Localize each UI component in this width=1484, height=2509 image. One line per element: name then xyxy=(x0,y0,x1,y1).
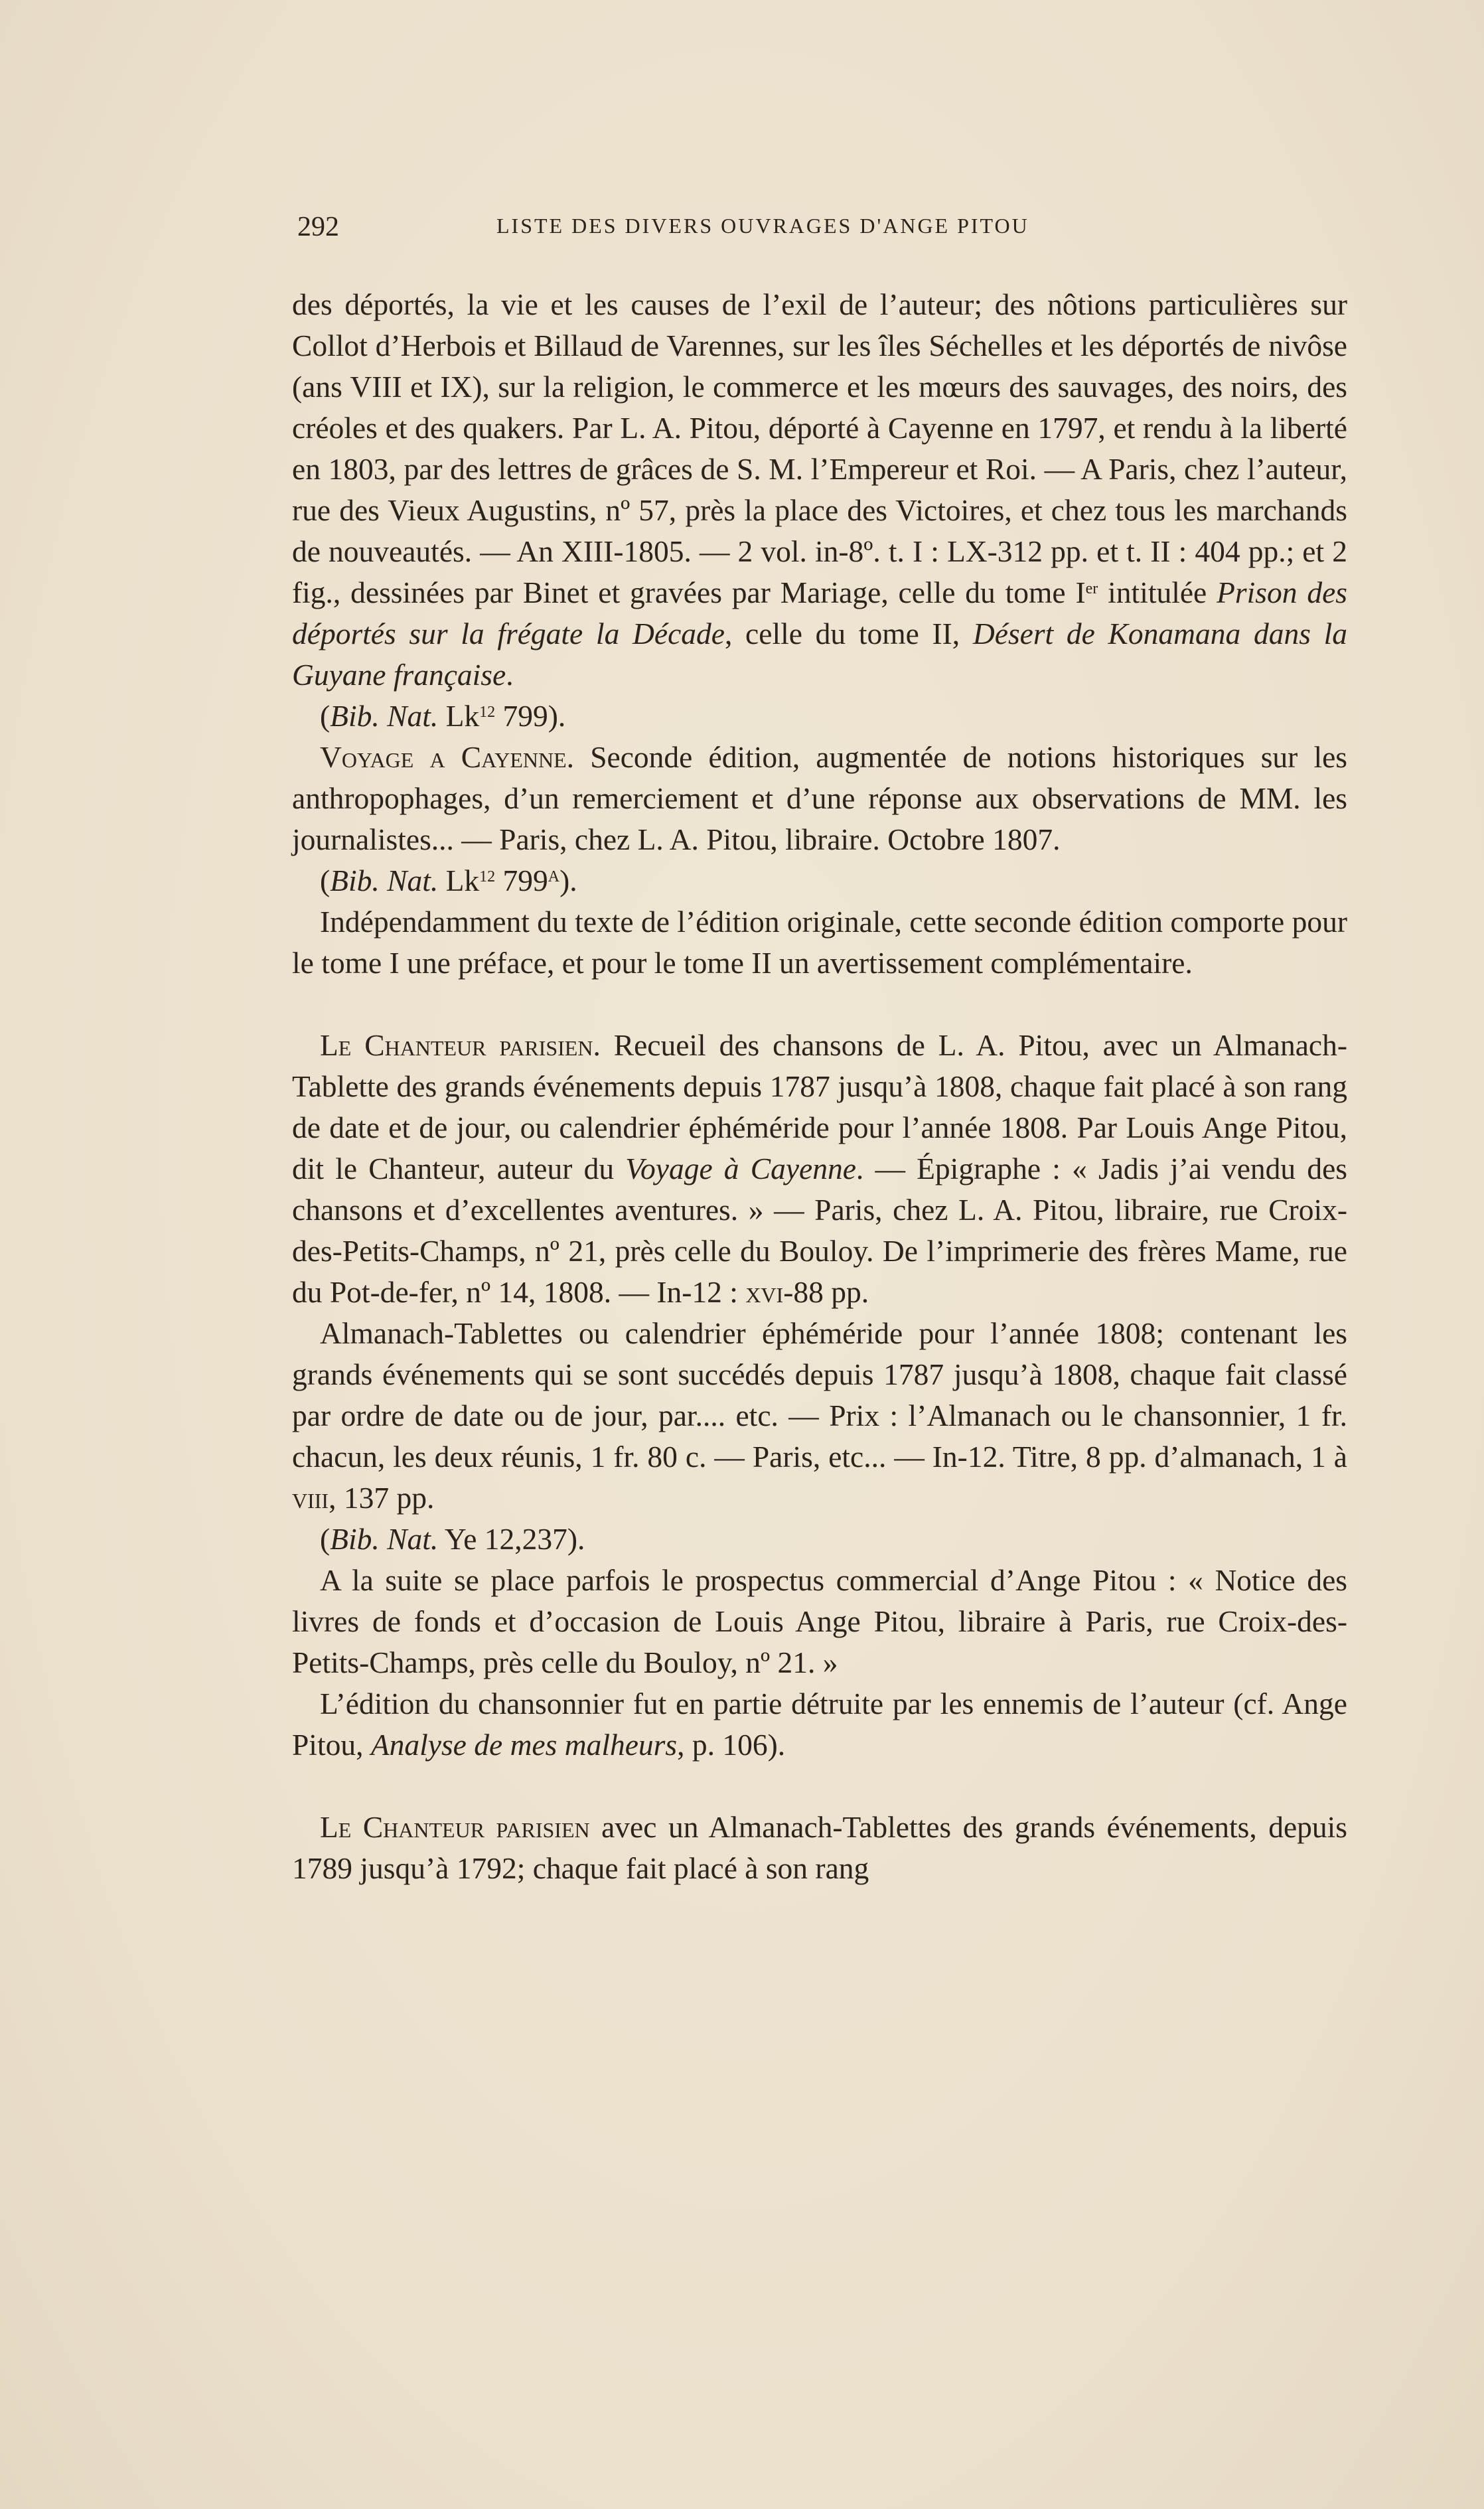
text-run: Lk xyxy=(438,864,480,897)
entry-voyage-a-cayenne-second-edition xyxy=(292,737,1347,860)
library-reference xyxy=(292,1519,1347,1560)
superscript: 12 xyxy=(479,704,496,721)
text-run: Indépendamment du texte de l’édition originale, cette seconde édition comporte pour le tome I une préface, et pour le tome II un avertissement complémentaire. xyxy=(292,905,1347,980)
text-run: , p. 106). xyxy=(677,1728,786,1762)
italic-title: Bib. Nat. xyxy=(330,699,439,733)
text-run: -88 pp. xyxy=(783,1275,869,1309)
small-caps-title: Le Chanteur parisien xyxy=(320,1810,590,1844)
italic-title: Désert de Konamana dans la Guyane française xyxy=(292,617,1347,692)
italic-title: Bib. Nat. xyxy=(330,864,439,897)
small-caps-title: Le Chanteur parisien xyxy=(320,1028,593,1062)
italic-title: Prison des déportés sur la frégate la Décade xyxy=(292,575,1347,650)
text-run: , 137 pp. xyxy=(329,1481,435,1515)
text-run: Lk xyxy=(438,699,480,733)
library-reference xyxy=(292,696,1347,737)
text-run: A la suite se place parfois le prospectus commercial d’Ange Pitou : « Notice des livres de fonds et d’occasion de Louis Ange Pitou, libraire à Paris, rue Croix-des-Petits-Champs, près celle du Bouloy, nº 21. » xyxy=(292,1563,1347,1679)
text-run: , celle du tome II, xyxy=(724,617,973,650)
body-text xyxy=(292,284,1347,1889)
page-number: 292 xyxy=(297,212,339,242)
text-run: Almanach-Tablettes ou calendrier éphéméride pour l’année 1808; contenant les grands événements qui se sont succédés depuis 1787 jusqu’à 1808, chaque fait classé par ordre de date ou de jour, par.... etc. — Prix : l’Almanach ou le chansonnier, 1 fr. chacun, les deux réunis, 1 fr. 80 c. — Paris, etc... — In-12. Titre, 8 pp. d’almanach, 1 à xyxy=(292,1316,1347,1474)
small-caps-title: xvi xyxy=(745,1275,784,1309)
text-run: L’édition du chansonnier fut en partie détruite par les ennemis de l’auteur (cf. Ange Pitou, xyxy=(292,1687,1347,1762)
small-caps-title: viii xyxy=(292,1481,329,1515)
text-run: 799). xyxy=(495,699,566,733)
library-reference xyxy=(292,860,1347,901)
superscript: A xyxy=(548,868,560,885)
text-run: . Recueil des chansons de L. A. Pitou, avec un Almanach-Tablette des grands événements depuis 1787 jusqu’à 1808, chaque fait placé à son rang de date et de jour, ou calendrier éphéméride pour l’année 1808. Par Louis Ange Pitou, dit le Chanteur, auteur du xyxy=(292,1028,1347,1185)
running-title: LISTE DES DIVERS OUVRAGES D'ANGE PITOU xyxy=(496,214,1029,238)
paragraph-almanach-tablettes xyxy=(292,1313,1347,1519)
paragraph-prospectus xyxy=(292,1560,1347,1683)
entry-chanteur-parisien xyxy=(292,1025,1347,1313)
italic-title: Voyage à Cayenne xyxy=(625,1152,856,1185)
text-run: des déportés, la vie et les causes de l’exil de l’auteur; des nôtions particulières sur Collot d’Herbois et Billaud de Varennes, sur les îles Séchelles et les déportés de nivôse (ans VIII et IX), sur la religion, le commerce et les mœurs des sauvages, des noirs, des créoles et des quakers. Par L. A. Pitou, déporté à Cayenne en 1797, et rendu à la liberté en 1803, par des lettres de grâces de S. M. l’Empereur et Roi. — A Paris, chez l’auteur, rue des Vieux Augustins, nº 57, près la place des Victoires, et chez tous les marchands de nouveautés. — An XIII-1805. — 2 vol. in-8º. t. I : LX-312 pp. et t. II : 404 pp.; et 2 fig., dessinées par Binet et gravées par Mariage, celle du tome I xyxy=(292,287,1347,609)
text-run: avec un Almanach-Tablettes des grands événements, depuis 1789 jusqu’à 1792; chaque fait placé à son rang xyxy=(292,1810,1347,1885)
paragraph-destruction-note xyxy=(292,1683,1347,1766)
paragraph-voyage-description xyxy=(292,284,1347,696)
text-run: ( xyxy=(320,699,331,733)
text-run: Ye 12,237). xyxy=(438,1522,585,1556)
italic-title: Analyse de mes malheurs xyxy=(370,1728,678,1762)
entry-chanteur-parisien-1789 xyxy=(292,1807,1347,1889)
text-run: ). xyxy=(559,864,577,897)
text-run: . xyxy=(506,658,514,692)
superscript: 12 xyxy=(479,868,496,885)
text-run: 799 xyxy=(495,864,548,897)
text-run: ( xyxy=(320,1522,331,1556)
paragraph-edition-note xyxy=(292,901,1347,984)
text-run: intitulée xyxy=(1098,575,1217,609)
text-run: . Seconde édition, augmentée de notions historiques sur les anthropophages, d’un remerciement et d’une réponse aux observations de MM. les journalistes... — Paris, chez L. A. Pitou, libraire. Octobre 1807. xyxy=(292,740,1348,856)
text-run: . — Épigraphe : « Jadis j’ai vendu des chansons et d’excellentes aventures. » — Paris, chez L. A. Pitou, libraire, rue Croix-des-Petits-Champs, nº 21, près celle du Bouloy. De l’imprimerie des frères Mame, rue du Pot-de-fer, nº 14, 1808. — In-12 : xyxy=(292,1152,1347,1309)
superscript: er xyxy=(1085,580,1098,597)
small-caps-title: Voyage a Cayenne xyxy=(320,740,567,774)
text-run: ( xyxy=(320,864,331,897)
italic-title: Bib. Nat. xyxy=(330,1522,439,1556)
